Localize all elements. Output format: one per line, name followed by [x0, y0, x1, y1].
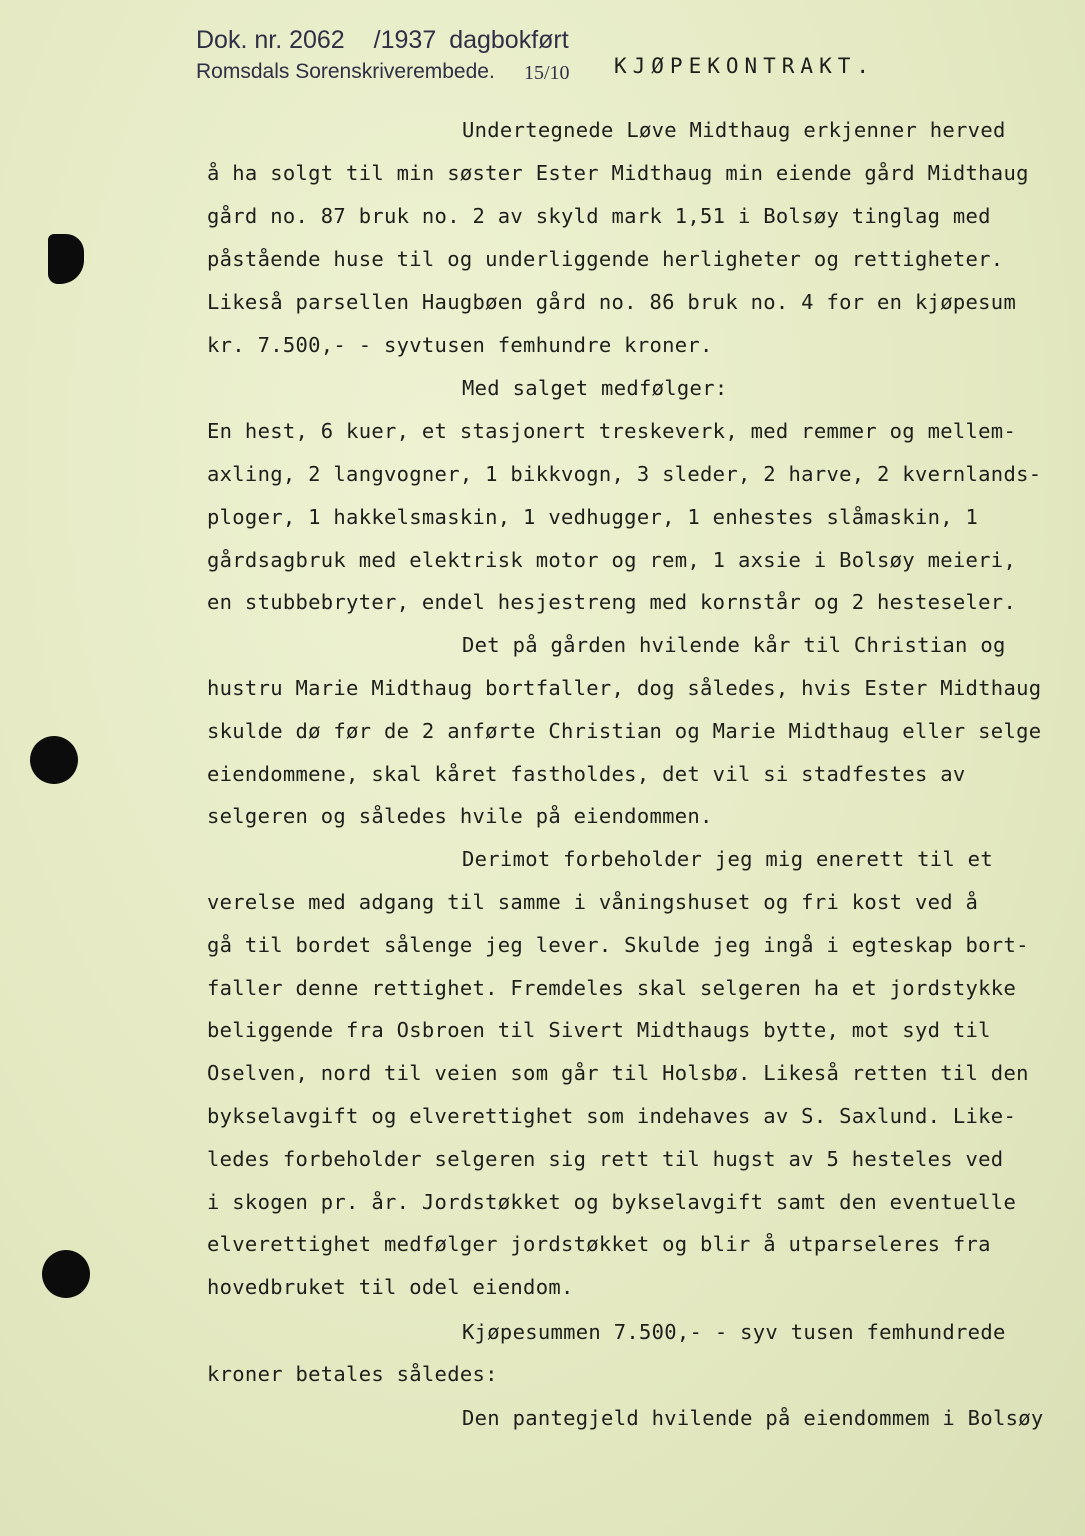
text-line: faller denne rettighet. Fremdeles skal selgeren ha et jordstykke — [207, 976, 1017, 1000]
text-line: gårdsagbruk med elektrisk motor og rem, 1 axsie i Bolsøy meieri, — [207, 548, 1017, 572]
text-line: Den pantegjeld hvilende på eiendommem i Bolsøy — [462, 1406, 1044, 1430]
text-line: selgeren og således hvile på eiendommen. — [207, 804, 713, 828]
stamp-date: 15/10 — [524, 62, 570, 84]
text-line: Med salget medfølger: — [462, 376, 728, 400]
text-line: Det på gården hvilende kår til Christian og — [462, 633, 1006, 657]
text-line: bykselavgift og elverettighet som indehaves av S. Saxlund. Like- — [207, 1104, 1017, 1128]
text-line: elverettighet medfølger jordstøkket og blir å utparseleres fra — [207, 1232, 991, 1256]
text-line: i skogen pr. år. Jordstøkket og bykselavgift samt den eventuelle — [207, 1190, 1017, 1214]
punch-hole — [30, 736, 78, 784]
text-line: eiendommene, skal kåret fastholdes, det vil si stadfestes av — [207, 762, 966, 786]
text-line: hovedbruket til odel eiendom. — [207, 1275, 574, 1299]
text-line: kr. 7.500,- - syvtusen femhundre kroner. — [207, 333, 713, 357]
text-line: ploger, 1 hakkelsmaskin, 1 vedhugger, 1 enhestes slåmaskin, 1 — [207, 505, 979, 529]
stamp-office: Romsdals Sorenskriverembede. — [196, 60, 495, 83]
text-line: ledes forbeholder selgeren sig rett til hugst av 5 hesteles ved — [207, 1147, 1004, 1171]
text-line: Kjøpesummen 7.500,- - syv tusen femhundrede — [462, 1320, 1006, 1344]
text-line: gård no. 87 bruk no. 2 av skyld mark 1,51 i Bolsøy tinglag med — [207, 204, 991, 228]
punch-tab — [48, 234, 84, 284]
text-line: Derimot forbeholder jeg mig enerett til et — [462, 847, 993, 871]
stamp-dok-number: Dok. nr. 2062 /1937 dagbokført — [196, 26, 569, 54]
text-line: Likeså parsellen Haugbøen gård no. 86 bruk no. 4 for en kjøpesum — [207, 290, 1017, 314]
text-line: En hest, 6 kuer, et stasjonert treskeverk, med remmer og mellem- — [207, 419, 1017, 443]
text-line: axling, 2 langvogner, 1 bikkvogn, 3 sleder, 2 harve, 2 kvernlands- — [207, 462, 1042, 486]
text-line: å ha solgt til min søster Ester Midthaug min eiende gård Midthaug — [207, 161, 1029, 185]
document-title: KJØPEKONTRAKT. — [614, 54, 876, 78]
text-line: påstående huse til og underliggende herligheter og rettigheter. — [207, 247, 1004, 271]
punch-hole — [42, 1250, 90, 1298]
text-line: verelse med adgang til samme i våningshuset og fri kost ved å — [207, 890, 979, 914]
text-line: en stubbebryter, endel hesjestreng med kornstår og 2 hesteseler. — [207, 590, 1017, 614]
text-line: kroner betales således: — [207, 1362, 498, 1386]
text-line: gå til bordet sålenge jeg lever. Skulde jeg ingå i egteskap bort- — [207, 933, 1029, 957]
text-line: Undertegnede Løve Midthaug erkjenner herved — [462, 118, 1006, 142]
text-line: Oselven, nord til veien som går til Holsbø. Likeså retten til den — [207, 1061, 1029, 1085]
text-line: beliggende fra Osbroen til Sivert Midthaugs bytte, mot syd til — [207, 1018, 991, 1042]
text-line: hustru Marie Midthaug bortfaller, dog således, hvis Ester Midthaug — [207, 676, 1042, 700]
text-line: skulde dø før de 2 anførte Christian og Marie Midthaug eller selge — [207, 719, 1042, 743]
